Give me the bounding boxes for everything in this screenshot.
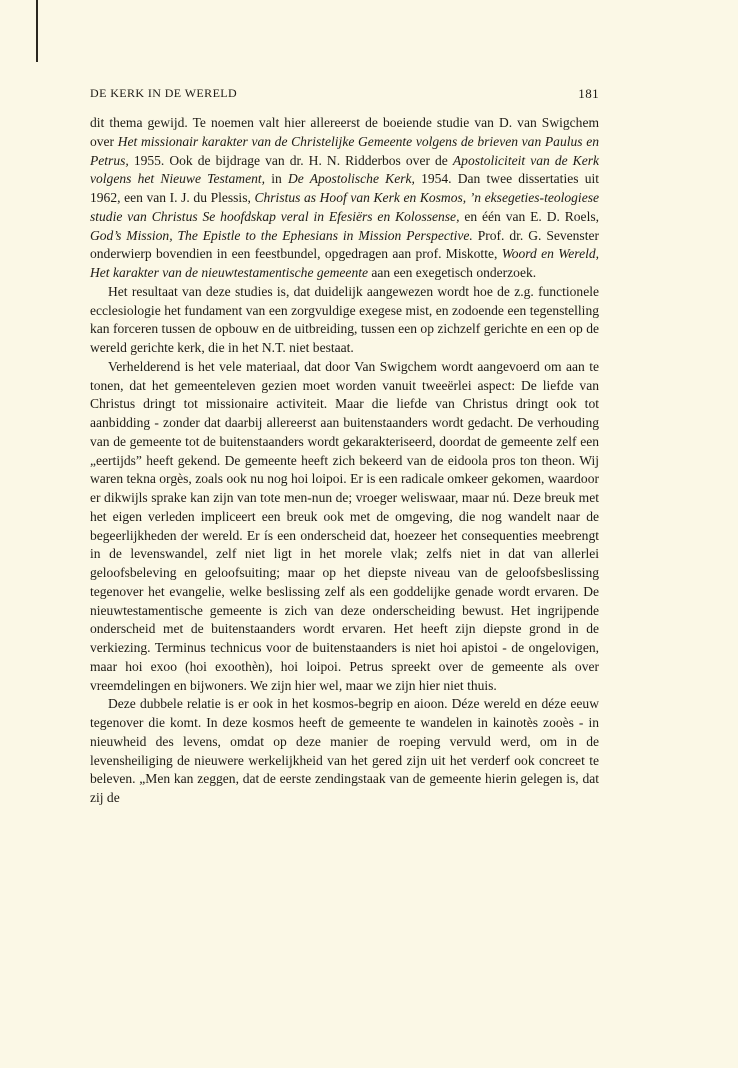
text-run: aan een exegetisch onderzoek. (368, 265, 537, 280)
text-run: Prof. dr. G. Sevenster onderwierp bovendien in een feestbundel, opgedragen aan prof. Miskotte, (90, 227, 599, 262)
text-run: Deze dubbele relatie is er ook in het kosmos-begrip en aioon. Déze wereld en déze eeuw tegenover die komt. In deze kosmos heeft de gemeente te wandelen in kainotès zooès - in nieuwheid des levens, omdat op deze manier de roeping vervuld werd, om in de levensheiliging de nieuwere werkelijkheid van het gered zijn uit het verderf ook concreet te beleven. „Men kan zeggen, dat de eerste zendingstaak van de gemeente hierin gelegen is, dat zij de (90, 696, 599, 805)
italic-title-run: God’s Mission, The Epistle to the Ephesians in Mission Perspective. (90, 227, 473, 243)
running-head (90, 86, 599, 104)
paragraph-4 (90, 695, 599, 808)
text-run: en één van E. D. Roels, (459, 208, 599, 224)
italic-title-run: Het missionair karakter van de Christelijke Gemeente volgens de brieven van Paulus en Petrus, (90, 133, 599, 168)
italic-title-run: De Apostolische Kerk, (287, 171, 415, 187)
text-run: 1954. Dan twee dissertaties uit 1962, een van I. J. du Plessis, (90, 171, 600, 205)
paragraph-3 (90, 358, 599, 696)
text-run: Verhelderend is het vele materiaal, dat door Van Swigchem wordt aangevoerd om aan te tonen, dat het gemeenteleven gezien moet worden vanuit tweeërlei aspect: De liefde van Christus dringt tot missionaire activiteit. Maar die liefde van Christus dringt ook tot aanbidding - zonder dat daarbij allereerst aan buitenstaanders wordt gedacht. De verhouding van de gemeente tot de buitenstaanders wordt gekarakteriseerd, doordat de gemeente zelf een „eertijds” heeft gekend. De gemeente heeft zich bekeerd van de eidoola pros ton theon. Wij waren tekna orgès, zoals ook nu nog hoi loipoi. Er is een radicale omkeer gekomen, waardoor er dikwijls sprake kan zijn van tote men-nun de; vroeger weliswaar, maar nú. Deze breuk met het eigen verleden impliceert een breuk ook met de omgeving, die nog wandelt naar de begeerlijkheden der wereld. Er ís een onderscheid dat, hoezeer het consequenties meebrengt in de levenswandel, zelf niet ligt in het morele vlak; zelfs niet in dat van allerlei geloofsbeleving en geloofsuiting; maar op het diepste niveau van de geloofsbeslissing tegenover het evangelie, welke beslissing zelf als een goddelijke genade wordt ervaren. De nieuwtestamentische gemeente is zich van deze onderscheiding bewust. Het ingrijpende onderscheid met de buitenstaanders wordt ervaren. Het heeft zijn diepste grond in de verkiezing. Terminus technicus voor de buitenstaanders is niet hoi apistoi - de ongelovigen, maar hoi exoo (hoi exoothèn), hoi loipoi. Petrus spreekt over de gemeente als over vreemdelingen en bijwoners. We zijn hier wel, maar we zijn hier niet thuis. (90, 358, 599, 693)
paragraph-1 (90, 114, 599, 283)
binding-edge-line (36, 0, 38, 62)
paragraph-2 (90, 283, 599, 358)
text-run: in (265, 171, 288, 187)
text-run: dit thema gewijd. Te noemen valt hier allereerst de boeiende studie van D. van Swigchem over (90, 115, 599, 149)
italic-title-run: Christus as Hoof van Kerk en Kosmos, ’n eksegeties-teologiese studie van Christus Se hoofdskap veral in Efesiërs en Kolossense, (90, 190, 599, 224)
page-number: 181 (578, 86, 599, 101)
text-run: Het resultaat van deze studies is, dat duidelijk aangewezen wordt hoe de z.g. functionele ecclesiologie het fundament van een zorgvuldige exegese mist, en zodoende een tegenstelling kan forceren tussen de opbouw en de uitbreiding, tussen een op zichzelf gerichte en een op de wereld gerichte kerk, die in het N.T. niet bestaat. (90, 283, 599, 355)
body-text (90, 114, 599, 808)
italic-title-run: Woord en Wereld, Het karakter van de nieuwtestamentische gemeente (90, 246, 600, 280)
text-run: 1955. Ook de bijdrage van dr. H. N. Ridderbos over de (128, 152, 453, 168)
running-title: DE KERK IN DE WERELD (90, 86, 238, 100)
italic-title-run: Apostoliciteit van de Kerk volgens het Nieuwe Testament, (90, 152, 600, 187)
